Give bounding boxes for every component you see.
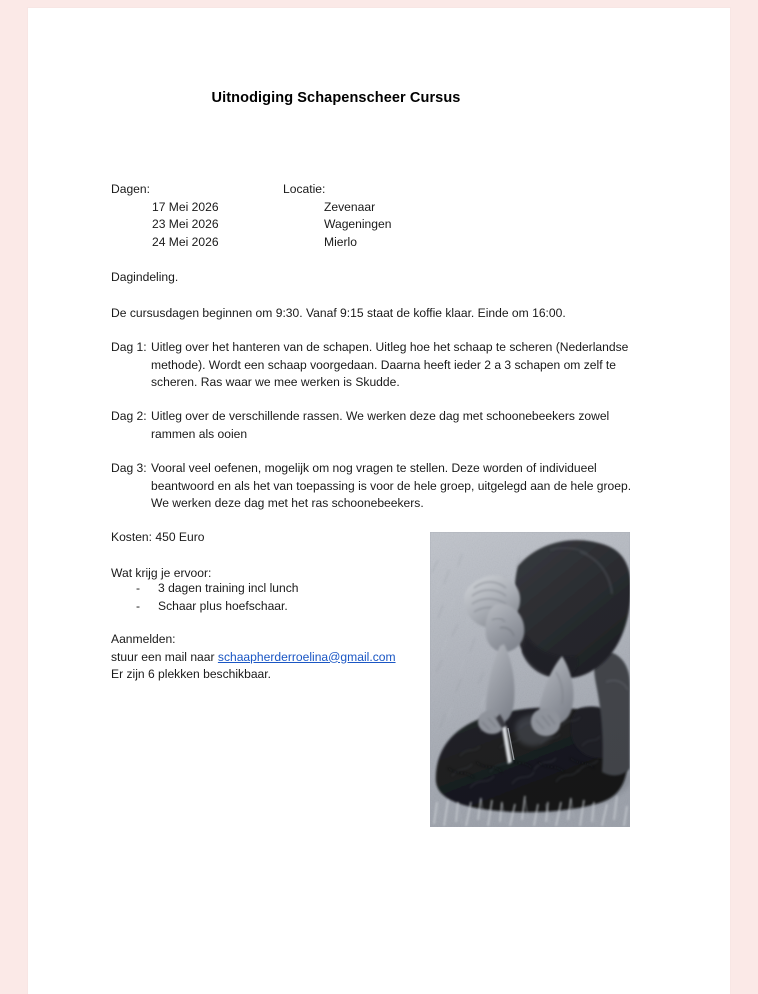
schedule-location: Mierlo bbox=[324, 234, 357, 249]
signup-section bbox=[111, 631, 471, 684]
day-text: Vooral veel oefenen, mogelijk om nog vragen te stellen. Deze worden of individueel beantwoord en als het van toepassing is voor de hele groep, uitgelegd aan de hele groep. We werken deze dag met het ras schoonebeekers. bbox=[151, 461, 632, 511]
shearing-photo-image bbox=[430, 532, 630, 827]
schedule-location: Wageningen bbox=[324, 217, 392, 232]
shearing-photo bbox=[430, 532, 630, 827]
inclusions-heading: Wat krijg je ervoor: bbox=[111, 566, 212, 580]
list-item bbox=[111, 598, 431, 616]
availability-line: Er zijn 6 plekken beschikbaar. bbox=[111, 667, 271, 682]
signup-heading: Aanmelden: bbox=[111, 632, 176, 646]
times-paragraph: De cursusdagen beginnen om 9:30. Vanaf 9:15 staat de koffie klaar. Einde om 16:00. bbox=[111, 306, 566, 320]
signup-mail-prefix: stuur een mail naar bbox=[111, 649, 218, 664]
page-title: Uitnodiging Schapenscheer Cursus bbox=[211, 90, 461, 106]
list-item bbox=[111, 580, 431, 598]
schedule-date: 24 Mei 2026 bbox=[152, 234, 219, 249]
day-block-3 bbox=[111, 460, 641, 513]
table-row bbox=[111, 234, 531, 252]
schedule-location: Zevenaar bbox=[324, 199, 376, 214]
signup-mail-line bbox=[111, 649, 471, 667]
day-label: Dag 2: bbox=[111, 409, 147, 423]
dash-bullet-icon: - bbox=[136, 598, 141, 613]
email-link[interactable]: schaapherderroelina@gmail.com bbox=[217, 649, 396, 664]
day-text: Uitleg over de verschillende rassen. We werken deze dag met schoonebeekers zowel rammen als ooien bbox=[151, 409, 610, 441]
day-text: Uitleg over het hanteren van de schapen. Uitleg hoe het schaap te scheren (Nederlandse methode). Wordt een schaap voorgedaan. Daarna heeft ieder 2 a 3 schapen om zelf te scheren. Ras waar we mee werken is Skudde. bbox=[151, 340, 629, 390]
dash-bullet-icon: - bbox=[136, 581, 141, 595]
list-item-label: Schaar plus hoefschaar. bbox=[158, 598, 288, 613]
schedule-date: 17 Mei 2026 bbox=[152, 199, 219, 214]
schedule-date: 23 Mei 2026 bbox=[152, 217, 219, 232]
day-label: Dag 3: bbox=[111, 461, 147, 475]
costs-line: Kosten: 450 Euro bbox=[111, 530, 205, 544]
day-block-1 bbox=[111, 339, 641, 392]
location-column-header: Locatie: bbox=[283, 182, 326, 196]
document-page bbox=[28, 8, 730, 994]
days-column-header: Dagen: bbox=[111, 182, 150, 196]
day-label: Dag 1: bbox=[111, 340, 147, 354]
list-item-label: 3 dagen training incl lunch bbox=[158, 581, 299, 595]
dagindeling-heading: Dagindeling. bbox=[111, 270, 179, 284]
document-body bbox=[28, 8, 730, 994]
table-row bbox=[111, 216, 531, 234]
table-row bbox=[111, 199, 531, 217]
schedule-header-row bbox=[111, 181, 531, 199]
day-block-2 bbox=[111, 408, 641, 443]
inclusions-list bbox=[111, 580, 431, 615]
schedule-table bbox=[111, 181, 531, 251]
